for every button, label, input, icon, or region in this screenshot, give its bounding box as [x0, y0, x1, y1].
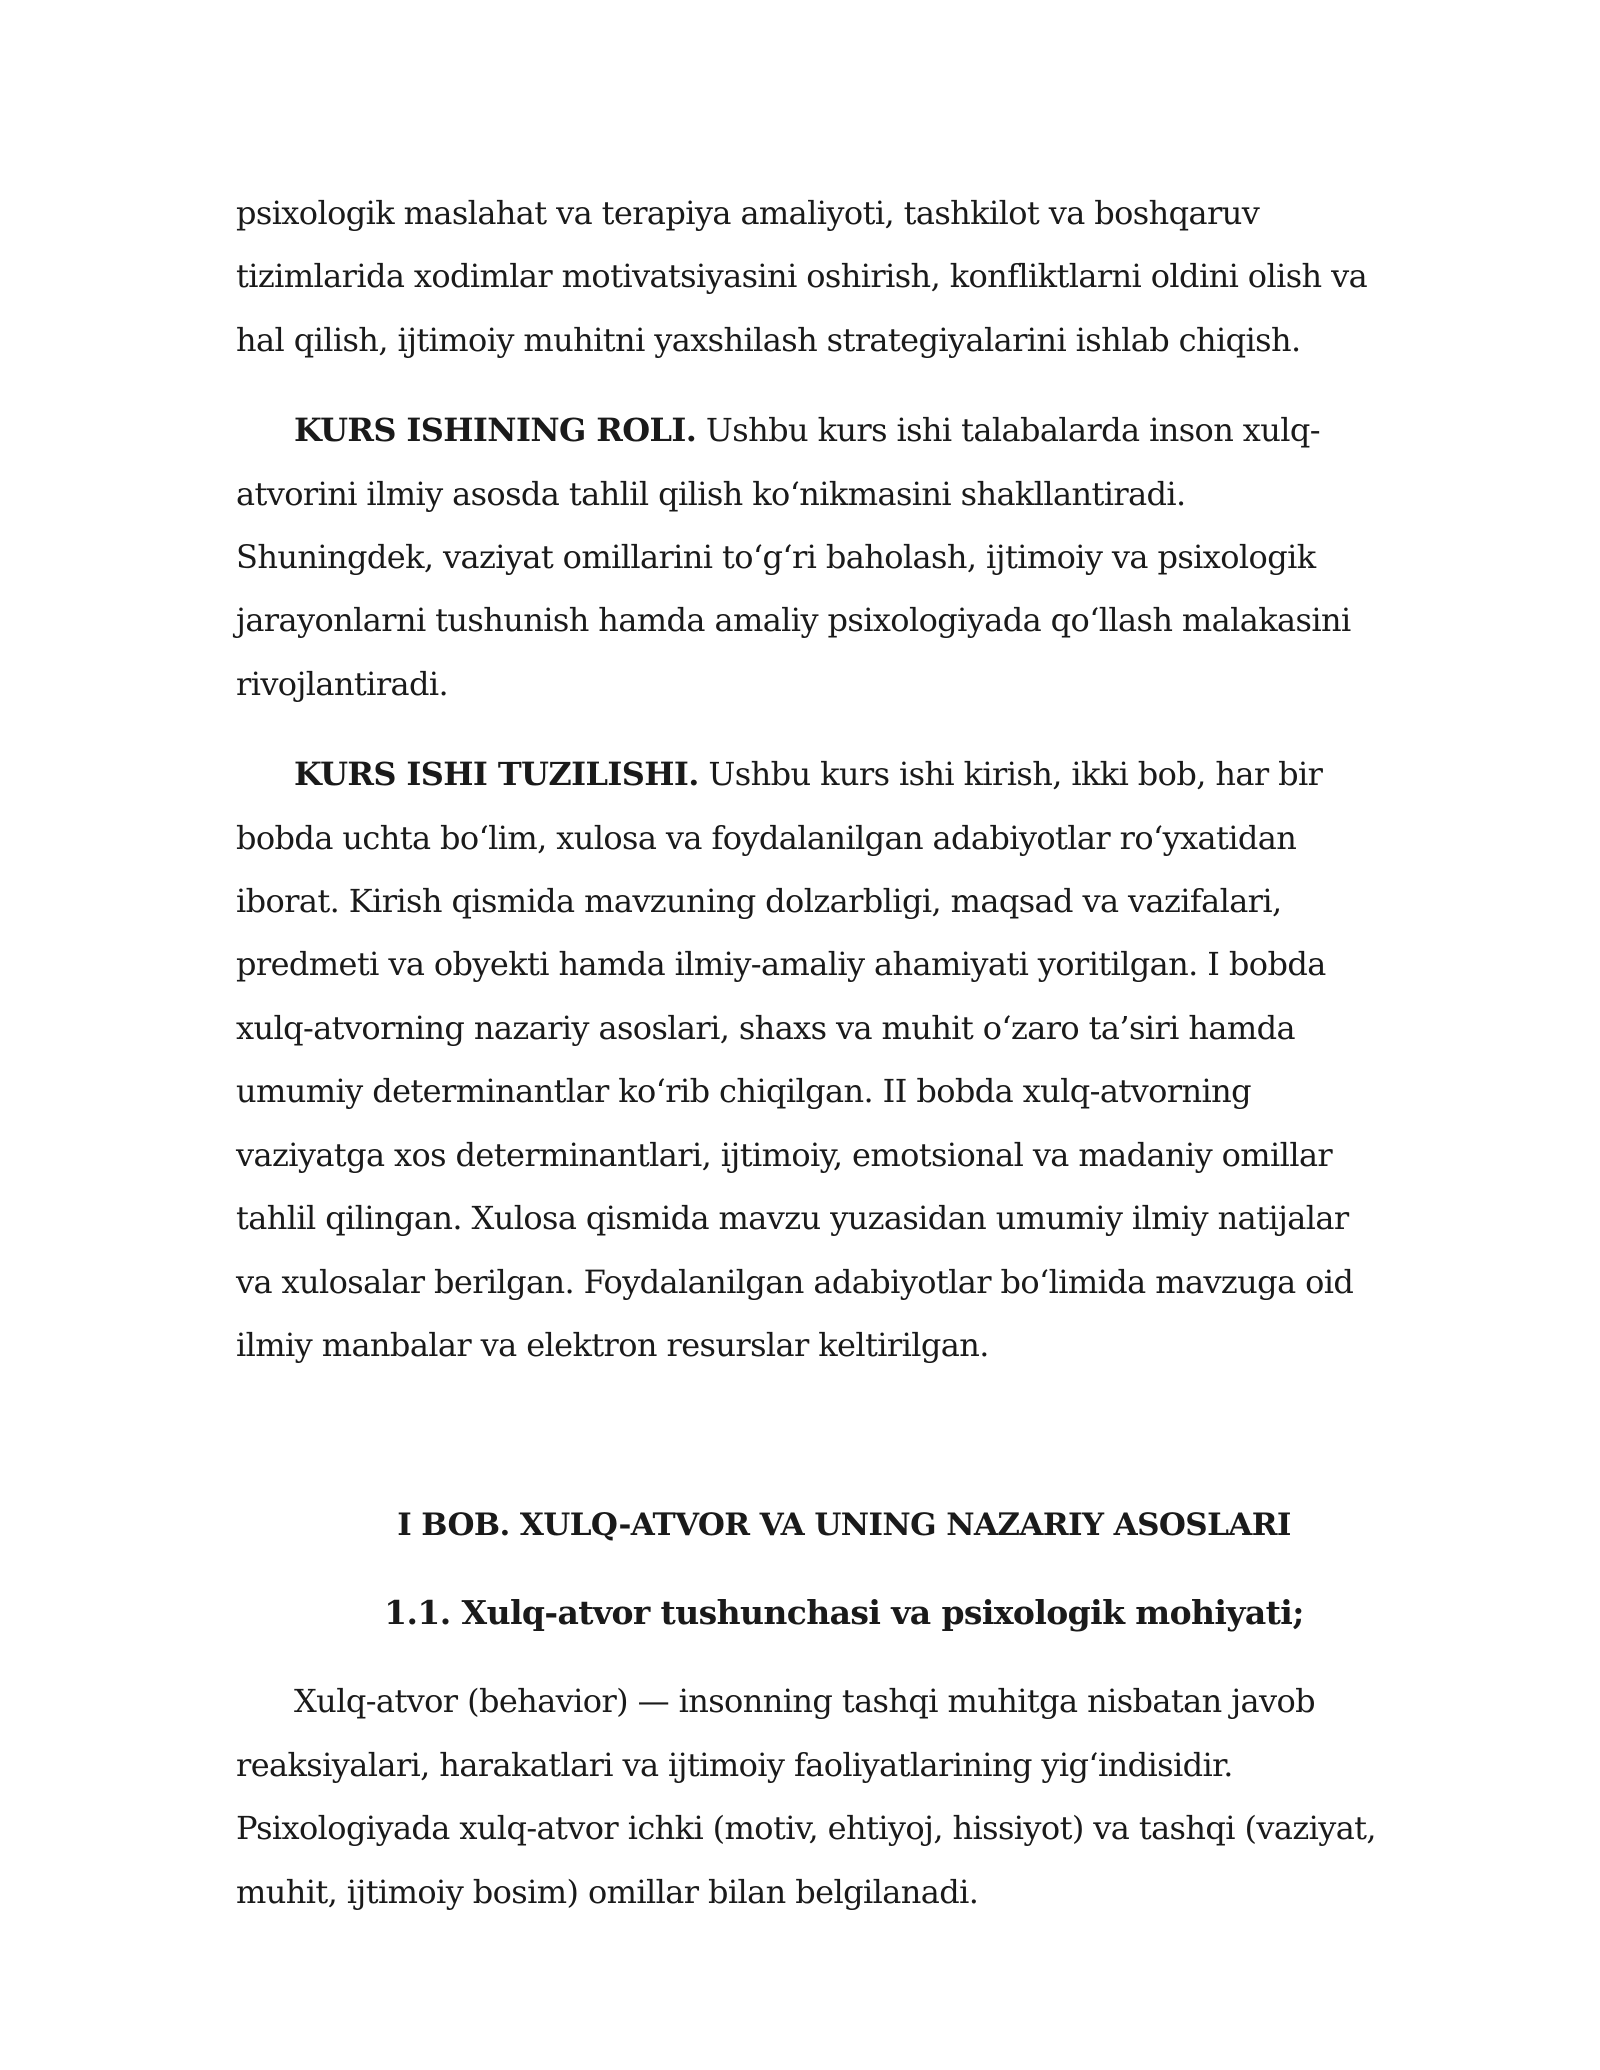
chapter-heading: I BOB. XULQ-ATVOR VA UNING NAZARIY ASOSLARI — [397, 1507, 1291, 1544]
paragraph-body-text: Ushbu kurs ishi talabalarda inson xulq-atvorini ilmiy asosda tahlil qilish ko‘nikmasini shakllantiradi. Shuningdek, vaziyat omillarini to‘g‘ri baholash, ijtimoiy va psixologik jarayonlarni tushunish hamda amaliy psixologiyada qo‘llash malakasini rivojlantiradi. — [236, 411, 1351, 703]
paragraph-body-text: Ushbu kurs ishi kirish, ikki bob, har bir bobda uchta bo‘lim, xulosa va foydalanilgan adabiyotlar ro‘yxatidan iborat. Kirish qismida mavzuning dolzarbligi, maqsad va vazifalari, predmeti va obyekti hamda ilmiy-amaliy ahamiyati yoritilgan. I bobda xulq-atvorning nazariy asoslari, shaxs va muhit o‘zaro ta’siri hamda umumiy determinantlar ko‘rib chiqilgan. II bobda xulq-atvorning vaziyatga xos determinantlari, ijtimoiy, emotsional va madaniy omillar tahlil qilingan. Xulosa qismida mavzu yuzasidan umumiy ilmiy natijalar va xulosalar berilgan. Foydalanilgan adabiyotlar bo‘limida mavzuga oid ilmiy manbalar va elektron resurslar keltirilgan. — [236, 755, 1354, 1364]
paragraph-course-role — [236, 399, 1382, 716]
paragraph-course-structure — [236, 743, 1382, 1377]
paragraph-lead-heading: KURS ISHI TUZILISHI. — [294, 755, 699, 794]
page-content — [236, 182, 1382, 1924]
paragraph-lead-heading: KURS ISHINING ROLI. — [294, 411, 697, 450]
section-heading: 1.1. Xulq-atvor tushunchasi va psixologik mohiyati; — [384, 1593, 1304, 1633]
paragraph-intro-continuation: psixologik maslahat va terapiya amaliyoti, tashkilot va boshqaruv tizimlarida xodimlar motivatsiyasini oshirish, konfliktlarni oldini olish va hal qilish, ijtimoiy muhitni yaxshilash strategiyalarini ishlab chiqish. — [236, 194, 1368, 359]
paragraph-behavior-definition: Xulq-atvor (behavior) — insonning tashqi muhitga nisbatan javob reaksiyalari, harakatlari va ijtimoiy faoliyatlarining yig‘indisidir. Psixologiyada xulq-atvor ichki (motiv, ehtiyoj, hissiyot) va tashqi (vaziyat, muhit, ijtimoiy bosim) omillar bilan belgilanadi. — [236, 1682, 1377, 1911]
